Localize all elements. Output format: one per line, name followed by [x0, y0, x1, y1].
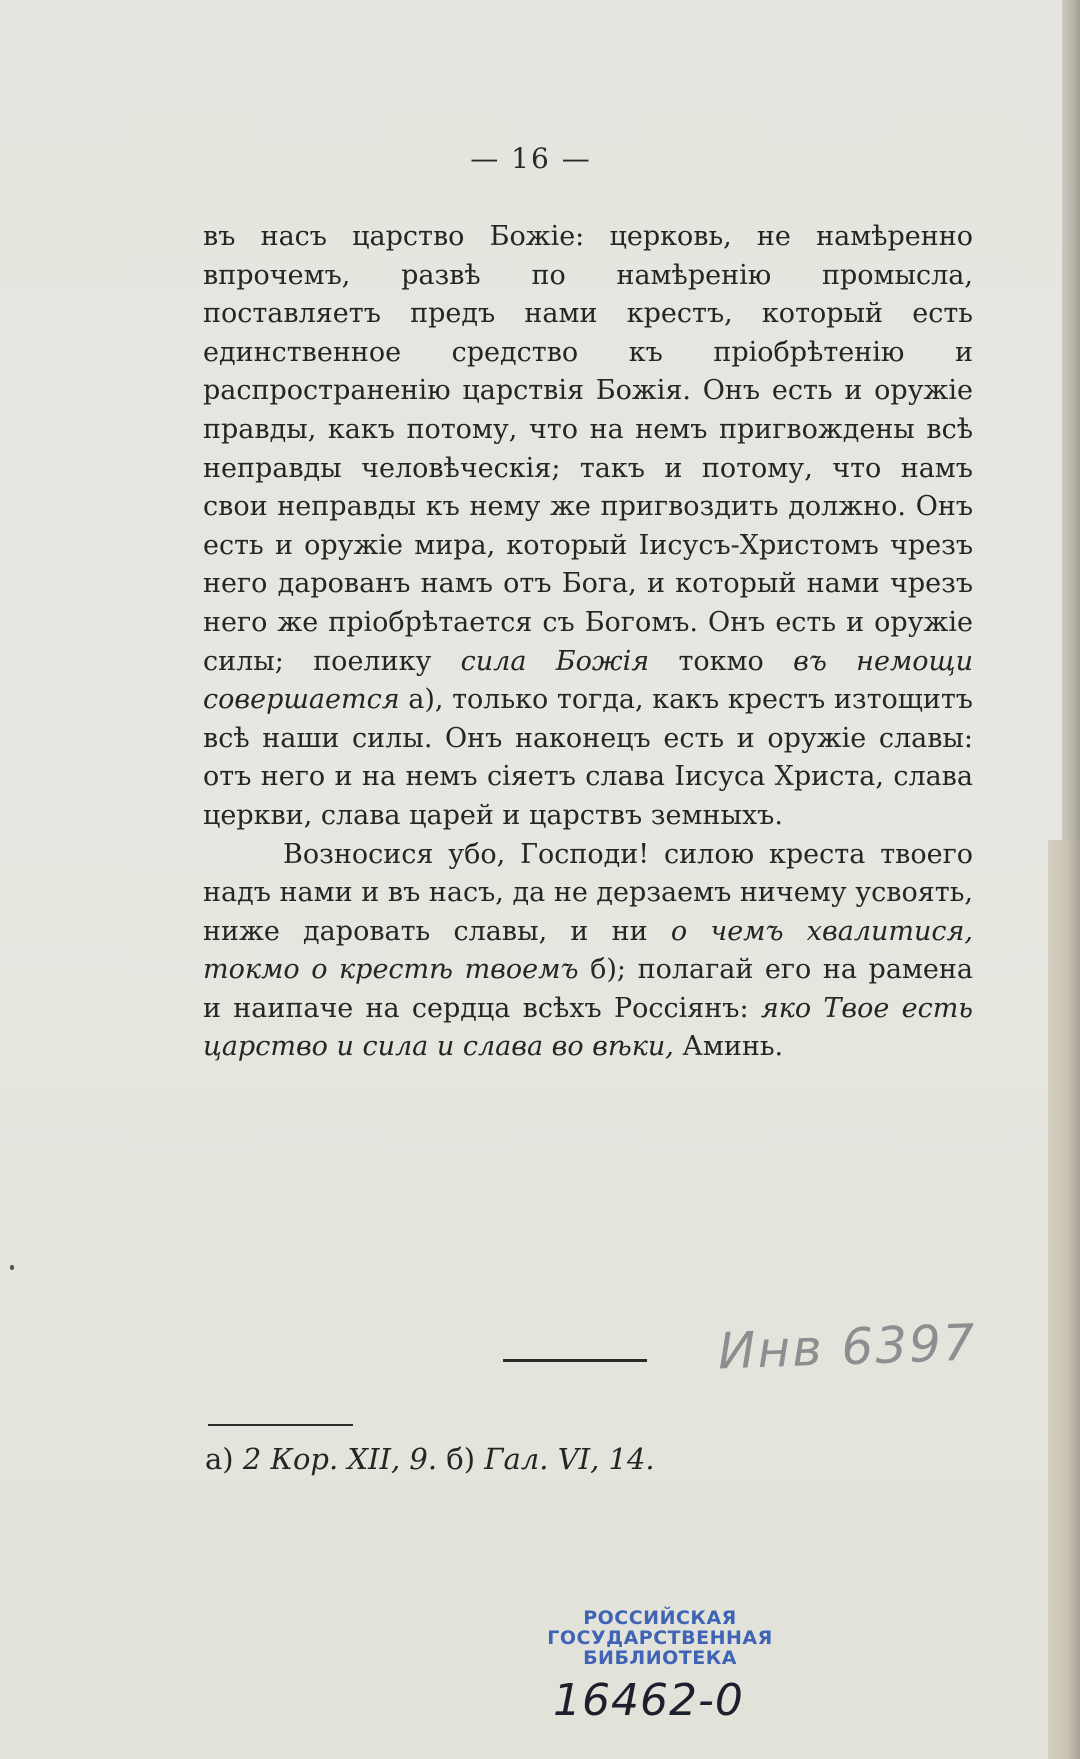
- text-segment: а), только тогда, какъ крестъ изтощитъ всѣ наши силы. Онъ наконецъ есть и оружіе славы: отъ него и на немъ сіяетъ слава Іисуса Христа, слава церкви, слава царей и царствъ земныхъ.: [203, 684, 973, 831]
- footnotes: [205, 1442, 655, 1476]
- library-stamp: [545, 1608, 775, 1668]
- paragraph-2: [203, 836, 973, 1068]
- text-segment: Возносися убо, Господи! силою креста твоего надъ нами и въ насъ, да не дерзаемъ ничему усвоять, ниже даровать славы, и ни: [203, 838, 973, 947]
- text-segment: въ насъ царство Божіе: церковь, не намѣренно впрочемъ, развѣ по намѣренію промысла, поставляетъ предъ нами крестъ, который есть единственное средство къ пріобрѣтенію и распространенію царствія Божія. Онъ есть и оружіе правды, какъ потому, что на немъ пригвождены всѣ неправды человѣческія; такъ и потому, что намъ свои неправды къ нему же пригвоздить должно. Онъ есть и оружіе мира, который Іисусъ-Христомъ чрезъ него дарованъ намъ отъ Бога, и который нами чрезъ него же пріобрѣтается съ Богомъ. Онъ есть и оружіе силы; поелику: [203, 221, 973, 677]
- stamp-line-2: ГОСУДАРСТВЕННАЯ: [547, 1627, 773, 1649]
- body-text: [203, 218, 973, 1067]
- italic-text: 2 Кор. XII, 9.: [242, 1442, 438, 1476]
- page-edge-lower: [1048, 840, 1080, 1759]
- italic-text: сила Божія: [460, 645, 650, 677]
- italic-text: яко Твое есть царство и сила и слава во вѣки,: [203, 992, 973, 1063]
- pencil-inventory-mark: Инв 6397: [717, 1313, 978, 1381]
- text-segment: токмо: [649, 645, 794, 677]
- italic-text: Гал. VI, 14.: [484, 1442, 655, 1476]
- italic-text: въ немощи совершается: [203, 645, 973, 716]
- italic-text: о чемъ хвалитися, токмо о крестѣ твоемъ: [203, 915, 973, 986]
- paragraph-1: [203, 218, 973, 836]
- page-number: — 16 —: [470, 142, 592, 175]
- text-segment: б); полагай его на рамена и наипаче на сердца всѣхъ Россіянъ:: [203, 954, 973, 1024]
- stamp-line-3: БИБЛИОТЕКА: [583, 1647, 737, 1669]
- ink-speck: [10, 1265, 14, 1270]
- stamp-line-1: РОССИЙСКАЯ: [583, 1607, 737, 1629]
- footnote-rule: [208, 1424, 353, 1426]
- handwritten-shelf-number: 16462-0: [553, 1675, 744, 1726]
- text-segment: Аминь.: [673, 1031, 784, 1063]
- text-segment: а): [205, 1442, 243, 1476]
- text-segment: б): [437, 1442, 485, 1476]
- section-divider: [503, 1359, 647, 1362]
